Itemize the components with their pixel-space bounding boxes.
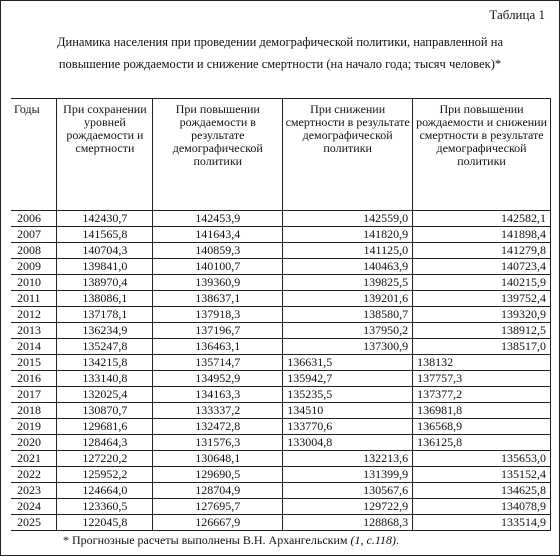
value-cell: 134215,8	[57, 355, 153, 371]
value-cell: 139201,6	[283, 291, 413, 307]
table-row	[11, 323, 551, 339]
value-cell: 133004,8	[283, 435, 413, 451]
year-cell: 2019	[11, 419, 57, 435]
value-cell: 133337,2	[153, 403, 283, 419]
value-cell: 138970,4	[57, 275, 153, 291]
value-cell: 139841,0	[57, 259, 153, 275]
value-cell: 131399,9	[283, 467, 413, 483]
value-cell: 128704,9	[153, 483, 283, 499]
population-table	[11, 98, 551, 531]
table-row	[11, 227, 551, 243]
table-row	[11, 435, 551, 451]
year-cell: 2025	[11, 515, 57, 531]
value-cell: 139360,9	[153, 275, 283, 291]
year-cell: 2010	[11, 275, 57, 291]
value-cell: 125952,2	[57, 467, 153, 483]
table-row	[11, 499, 551, 515]
table-row	[11, 467, 551, 483]
value-cell: 132213,6	[283, 451, 413, 467]
table-title	[15, 31, 545, 75]
value-cell: 133770,6	[283, 419, 413, 435]
year-cell: 2015	[11, 355, 57, 371]
year-cell: 2014	[11, 339, 57, 355]
value-cell: 139320,9	[413, 307, 551, 323]
table-row	[11, 275, 551, 291]
year-cell: 2020	[11, 435, 57, 451]
year-cell: 2023	[11, 483, 57, 499]
value-cell: 138580,7	[283, 307, 413, 323]
value-cell: 128868,3	[283, 515, 413, 531]
value-cell: 132025,4	[57, 387, 153, 403]
value-cell: 141279,8	[413, 243, 551, 259]
value-cell: 127220,2	[57, 451, 153, 467]
value-cell: 134510	[283, 403, 413, 419]
value-cell: 137918,3	[153, 307, 283, 323]
value-cell: 131576,3	[153, 435, 283, 451]
year-cell: 2018	[11, 403, 57, 419]
value-cell: 133140,8	[57, 371, 153, 387]
value-cell: 127695,7	[153, 499, 283, 515]
value-cell: 136981,8	[413, 403, 551, 419]
value-cell: 129722,9	[283, 499, 413, 515]
value-cell: 130870,7	[57, 403, 153, 419]
table-row	[11, 403, 551, 419]
value-cell: 135942,7	[283, 371, 413, 387]
value-cell: 135247,8	[57, 339, 153, 355]
value-cell: 139752,4	[413, 291, 551, 307]
value-cell: 134952,9	[153, 371, 283, 387]
value-cell: 139825,5	[283, 275, 413, 291]
table-row	[11, 483, 551, 499]
value-cell: 128464,3	[57, 435, 153, 451]
value-cell: 135235,5	[283, 387, 413, 403]
value-cell: 135714,7	[153, 355, 283, 371]
footnote-text: * Прогнозные расчеты выполнены В.Н. Архангельским	[63, 533, 351, 547]
value-cell: 140463,9	[283, 259, 413, 275]
header-col-3: При снижении смертности в результате демографической политики	[283, 99, 413, 211]
table-row	[11, 259, 551, 275]
value-cell: 137757,3	[413, 371, 551, 387]
value-cell: 134078,9	[413, 499, 551, 515]
value-cell: 136463,1	[153, 339, 283, 355]
header-col-4: При повышении рождаемости и снижении смертности в результате демографической политики	[413, 99, 551, 211]
header-years: Годы	[11, 99, 57, 211]
value-cell: 137300,9	[283, 339, 413, 355]
header-col-2: При повышении рождаемости в результате демографической политики	[153, 99, 283, 211]
value-cell: 138086,1	[57, 291, 153, 307]
table-row	[11, 515, 551, 531]
value-cell: 122045,8	[57, 515, 153, 531]
table-row	[11, 371, 551, 387]
value-cell: 141125,0	[283, 243, 413, 259]
value-cell: 135152,4	[413, 467, 551, 483]
year-cell: 2007	[11, 227, 57, 243]
value-cell: 141898,4	[413, 227, 551, 243]
value-cell: 140704,3	[57, 243, 153, 259]
value-cell: 129690,5	[153, 467, 283, 483]
value-cell: 135653,0	[413, 451, 551, 467]
value-cell: 126667,9	[153, 515, 283, 531]
table-row	[11, 419, 551, 435]
table-row	[11, 355, 551, 371]
title-line-2: повышение рождаемости и снижение смертности (на начало года; тысяч человек)*	[58, 57, 502, 71]
value-cell: 140723,4	[413, 259, 551, 275]
year-cell: 2008	[11, 243, 57, 259]
year-cell: 2011	[11, 291, 57, 307]
year-cell: 2016	[11, 371, 57, 387]
year-cell: 2006	[11, 211, 57, 227]
table-row	[11, 291, 551, 307]
table-row	[11, 387, 551, 403]
table-row	[11, 211, 551, 227]
header-col-1: При сохранении уровней рождаемости и смертности	[57, 99, 153, 211]
value-cell: 142453,9	[153, 211, 283, 227]
value-cell: 142430,7	[57, 211, 153, 227]
footnote	[63, 533, 399, 548]
value-cell: 132472,8	[153, 419, 283, 435]
value-cell: 134625,8	[413, 483, 551, 499]
value-cell: 141820,9	[283, 227, 413, 243]
table-row	[11, 243, 551, 259]
value-cell: 142582,1	[413, 211, 551, 227]
value-cell: 133514,9	[413, 515, 551, 531]
value-cell: 123360,5	[57, 499, 153, 515]
value-cell: 140215,9	[413, 275, 551, 291]
year-cell: 2009	[11, 259, 57, 275]
title-line-1: Динамика населения при проведении демографической политики, направленной на	[56, 35, 503, 49]
value-cell: 124664,0	[57, 483, 153, 499]
table-body	[11, 211, 551, 531]
value-cell: 142559,0	[283, 211, 413, 227]
value-cell: 136234,9	[57, 323, 153, 339]
year-cell: 2012	[11, 307, 57, 323]
value-cell: 136631,5	[283, 355, 413, 371]
value-cell: 140100,7	[153, 259, 283, 275]
value-cell: 138637,1	[153, 291, 283, 307]
year-cell: 2024	[11, 499, 57, 515]
value-cell: 138517,0	[413, 339, 551, 355]
value-cell: 129681,6	[57, 419, 153, 435]
table-row	[11, 451, 551, 467]
value-cell: 138912,5	[413, 323, 551, 339]
table-row	[11, 339, 551, 355]
table-label: Таблица 1	[489, 7, 545, 22]
year-cell: 2022	[11, 467, 57, 483]
year-cell: 2013	[11, 323, 57, 339]
value-cell: 137196,7	[153, 323, 283, 339]
year-cell: 2017	[11, 387, 57, 403]
value-cell: 130648,1	[153, 451, 283, 467]
footnote-end: .	[395, 533, 399, 547]
value-cell: 140859,3	[153, 243, 283, 259]
value-cell: 137950,2	[283, 323, 413, 339]
value-cell: 137377,2	[413, 387, 551, 403]
value-cell: 137178,1	[57, 307, 153, 323]
header-row	[11, 99, 551, 211]
value-cell: 138132	[413, 355, 551, 371]
value-cell: 141643,4	[153, 227, 283, 243]
footnote-reference: (1, с.118)	[350, 533, 396, 547]
value-cell: 136125,8	[413, 435, 551, 451]
value-cell: 134163,3	[153, 387, 283, 403]
value-cell: 130567,6	[283, 483, 413, 499]
value-cell: 141565,8	[57, 227, 153, 243]
table-row	[11, 307, 551, 323]
value-cell: 136568,9	[413, 419, 551, 435]
year-cell: 2021	[11, 451, 57, 467]
